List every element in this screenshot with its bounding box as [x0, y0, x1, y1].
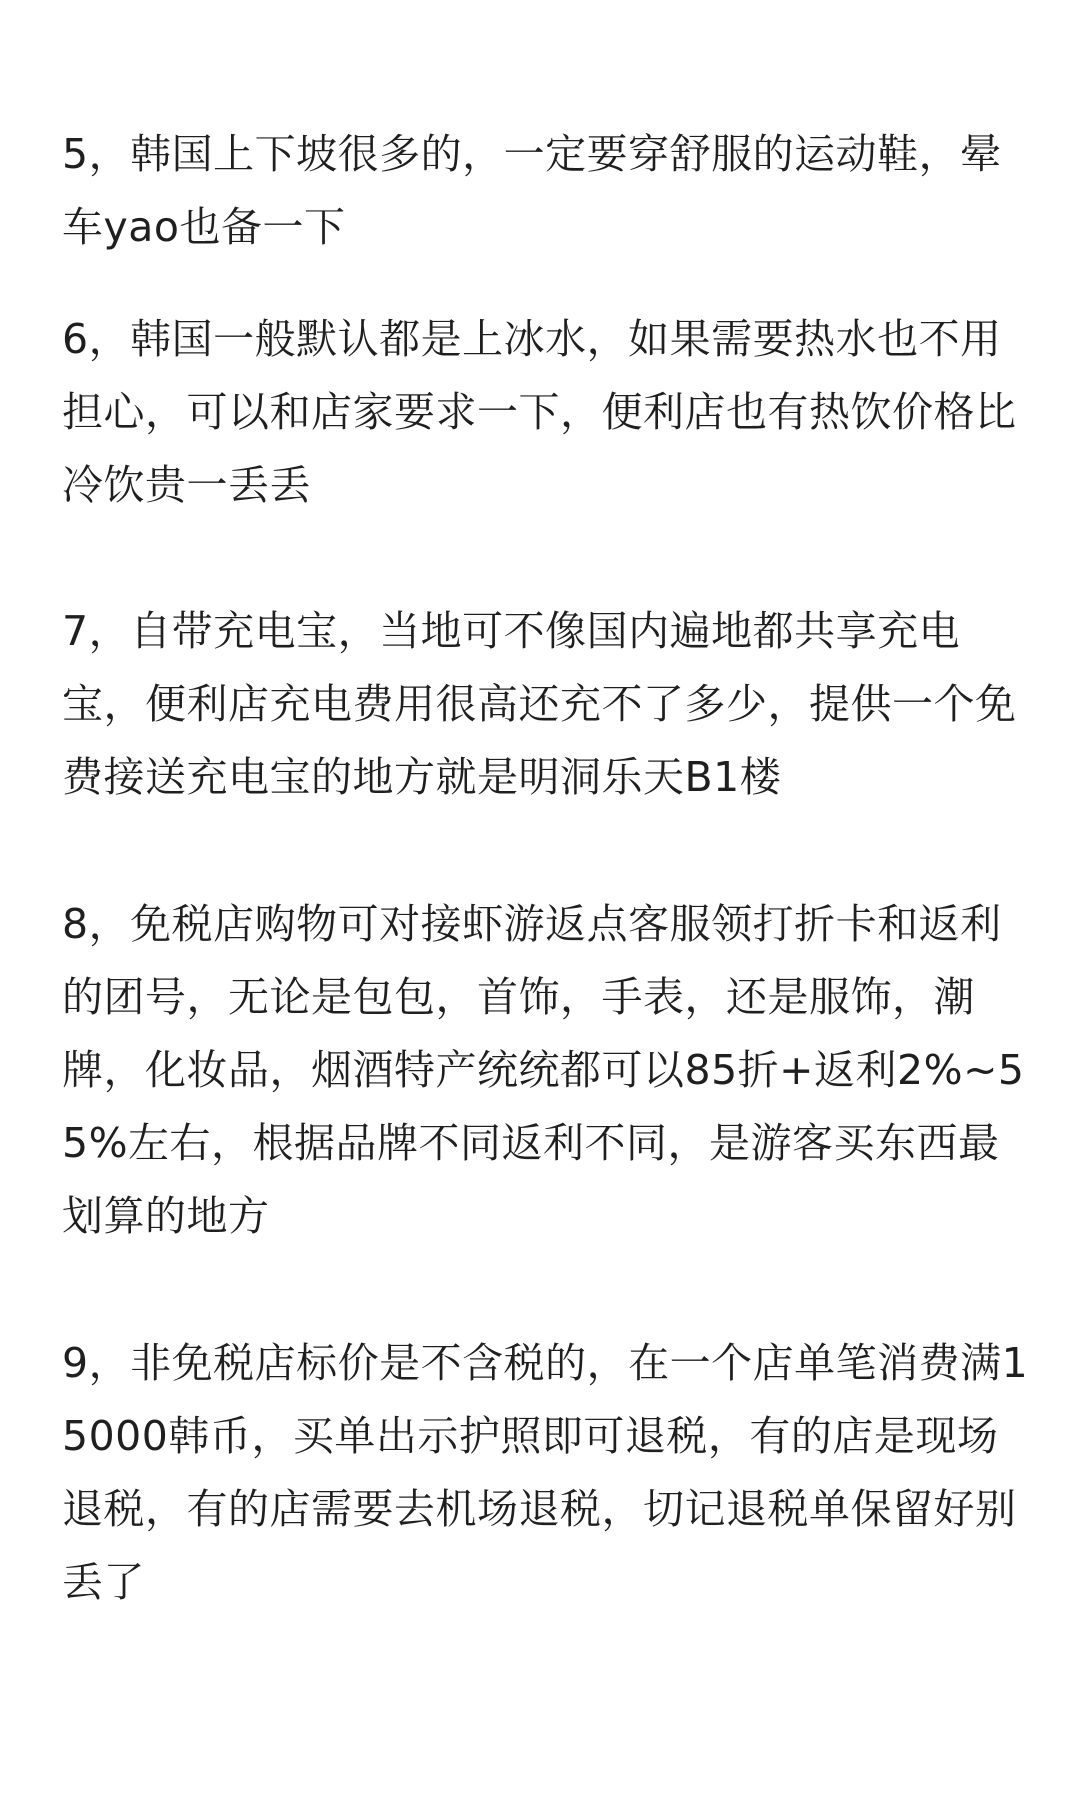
tip-paragraph-7: 7，自带充电宝，当地可不像国内遍地都共享充电宝，便利店充电费用很高还充不了多少，提供一个免费接送充电宝的地方就是明洞乐天B1楼 [62, 607, 1017, 801]
tip-paragraph-6: 6，韩国一般默认都是上冰水，如果需要热水也不用担心，可以和店家要求一下，便利店也有热饮价格比冷饮贵一丢丢 [62, 315, 1017, 509]
tip-paragraph-9: 9，非免税店标价是不含税的，在一个店单笔消费满15000韩币，买单出示护照即可退税，有的店是现场退税，有的店需要去机场退税，切记退税单保留好别丢了 [62, 1339, 1029, 1606]
tip-paragraph-8: 8，免税店购物可对接虾游返点客服领打折卡和返利的团号，无论是包包，首饰，手表，还是服饰，潮牌，化妆品，烟酒特产统统都可以85折+返利2%~55%左右，根据品牌不同返利不同，是游客买东西最划算的地方 [62, 900, 1025, 1240]
tip-paragraph-5: 5，韩国上下坡很多的，一定要穿舒服的运动鞋，晕车yao也备一下 [62, 130, 1002, 251]
